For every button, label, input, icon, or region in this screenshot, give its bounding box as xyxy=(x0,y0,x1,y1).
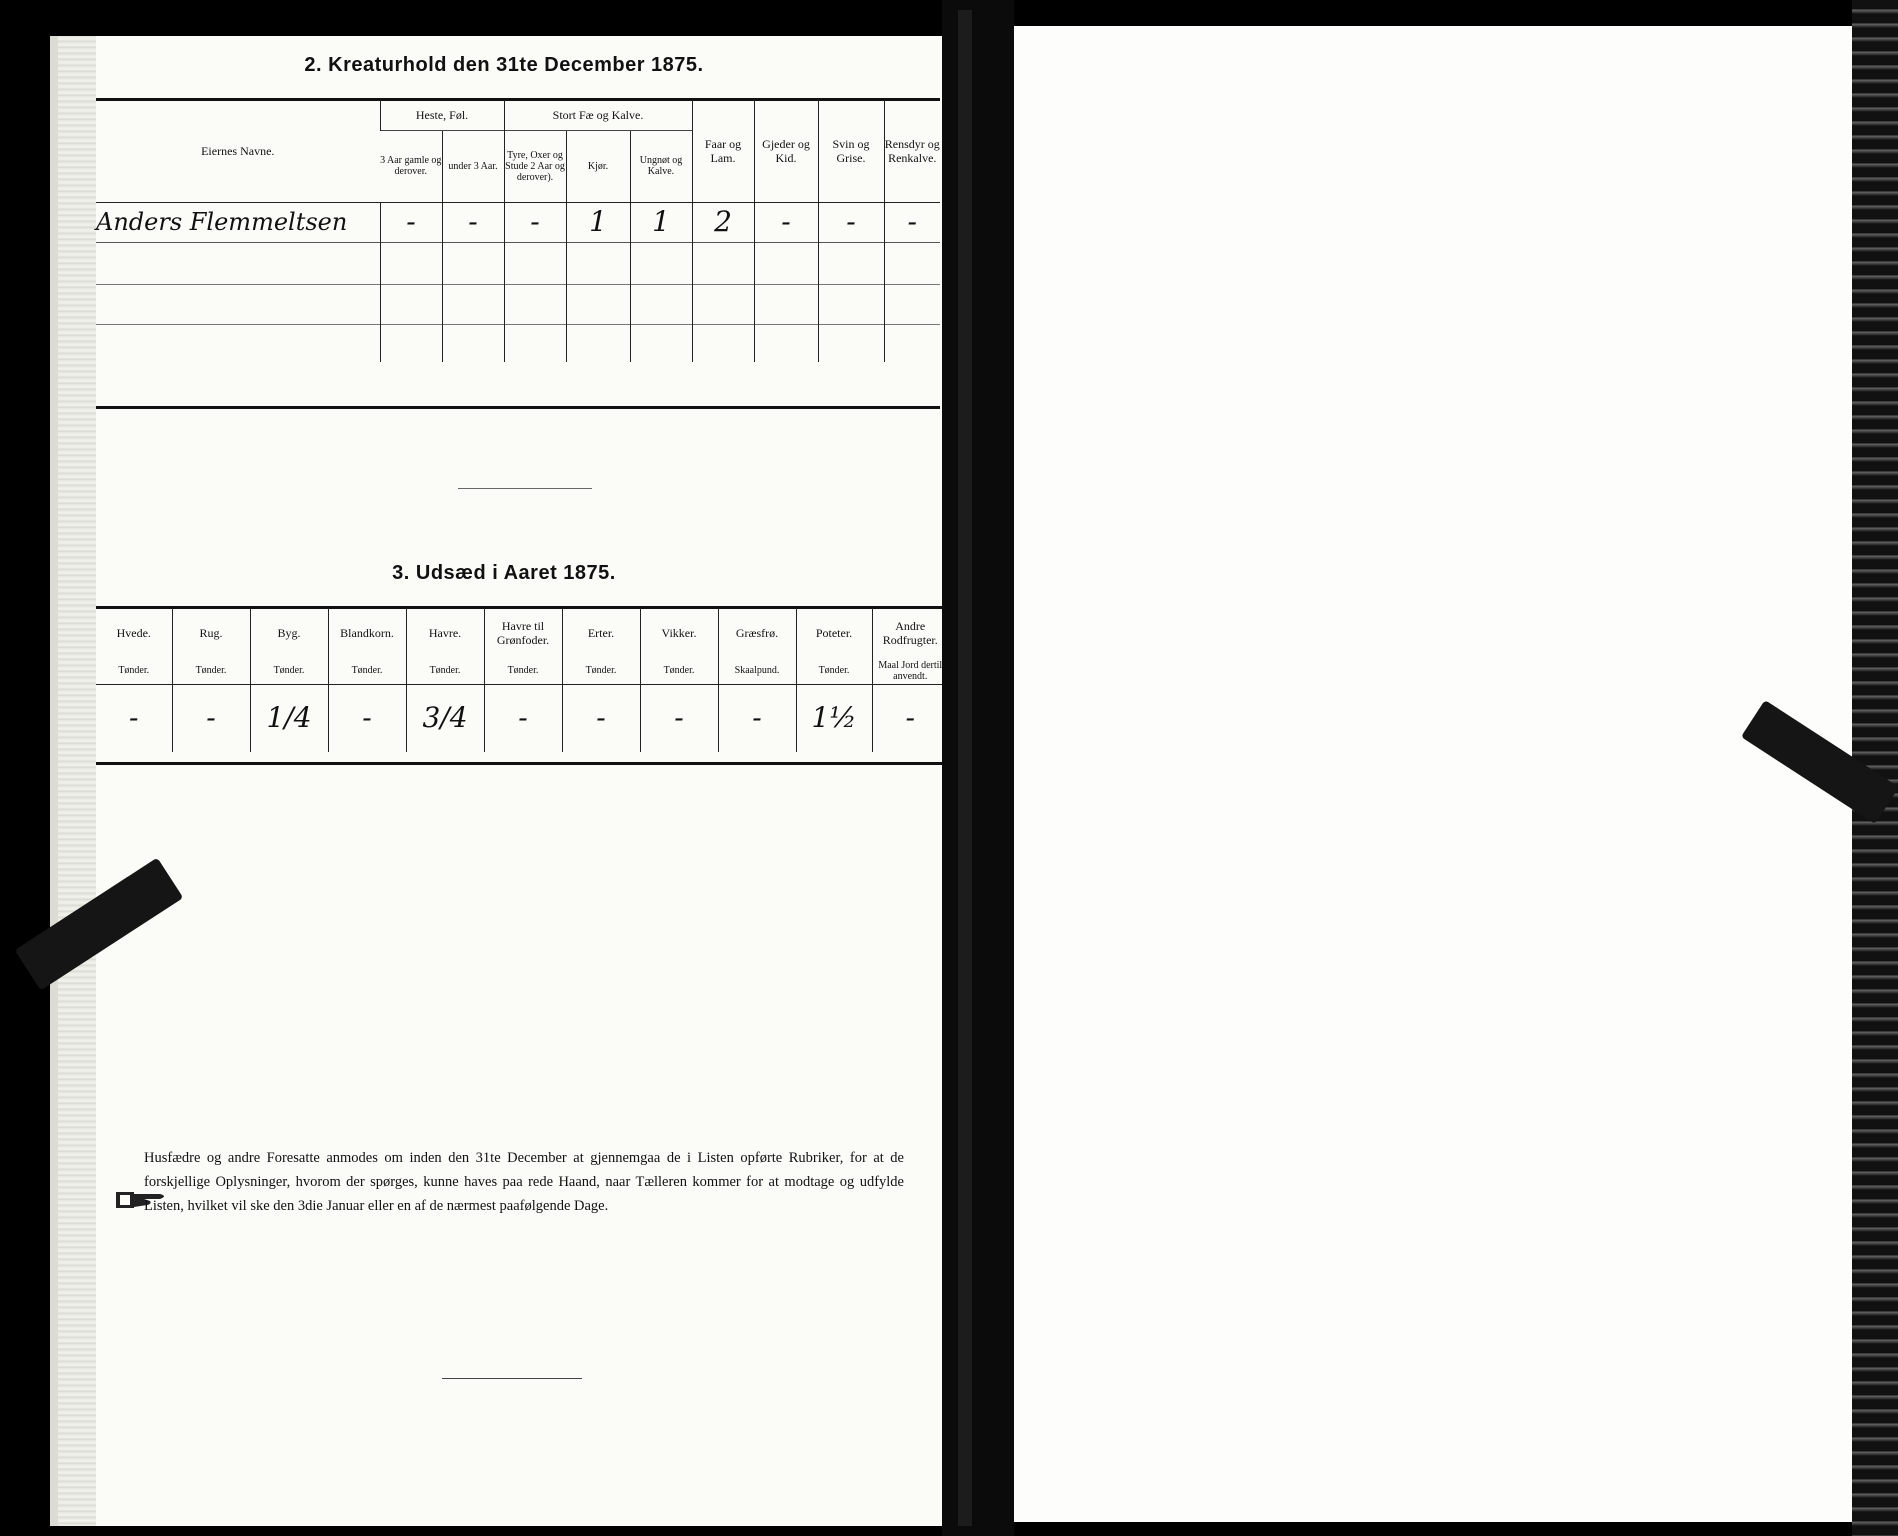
header-owner-names: Eiernes Navne. xyxy=(201,143,275,158)
header-andre-rodfrugter: Andre Rodfrugter. xyxy=(872,608,948,658)
unit-vikker: Tønder. xyxy=(640,658,718,684)
header-horses-3yr: 3 Aar gamle og derover. xyxy=(380,130,442,202)
owner-name: Anders Flemmeltsen xyxy=(96,208,348,236)
cell-andre-rodfrugter: - xyxy=(872,684,948,752)
cell-horses-3yr: - xyxy=(380,202,442,242)
unit-hvede: Tønder. xyxy=(118,665,150,677)
page-edge xyxy=(58,36,96,1526)
cell-cattle-cows: 1 xyxy=(566,202,630,242)
header-cattle-cows: Kjør. xyxy=(566,130,630,202)
header-horses: Heste, Føl. xyxy=(380,100,504,130)
table-row xyxy=(96,684,948,752)
header-havre-gronfoder: Havre til Grønfoder. xyxy=(484,608,562,658)
cell-byg: 1/4 xyxy=(250,684,328,752)
table-bottom-rule xyxy=(96,406,940,409)
header-rug: Rug. xyxy=(172,608,250,658)
header-cattle: Stort Fæ og Kalve. xyxy=(504,100,692,130)
header-horses-under3: under 3 Aar. xyxy=(442,130,504,202)
unit-byg: Tønder. xyxy=(250,658,328,684)
table-row xyxy=(96,324,940,362)
header-vikker: Vikker. xyxy=(640,608,718,658)
end-divider xyxy=(442,1378,582,1379)
unit-havre: Tønder. xyxy=(406,658,484,684)
header-byg: Byg. xyxy=(250,608,328,658)
divider xyxy=(458,488,592,489)
table-row xyxy=(96,242,940,284)
cell-havre-gronfoder: - xyxy=(484,684,562,752)
header-hvede: Hvede. xyxy=(116,626,151,640)
right-page-blank xyxy=(1014,26,1858,1522)
header-cattle-bulls: Tyre, Oxer og Stude 2 Aar og derover). xyxy=(504,130,566,202)
notice-text: Husfædre og andre Foresatte anmodes om inden den 31te December at gjennemgaa de i Listen opførte Rubriker, for at de forskjellige Oplysninger, hvorom der spørges, kunne haves paa rede Haand, naar Tælleren kommer for at modtage og udfylde Listen, hvilket vil ske den 3die Januar eller en af de nærmest paafølgende Dage. xyxy=(144,1150,904,1214)
cell-goats: - xyxy=(754,202,818,242)
header-havre: Havre. xyxy=(406,608,484,658)
cell-poteter: 1½ xyxy=(796,684,872,752)
unit-andre-rodfrugter: Maal Jord dertil anvendt. xyxy=(872,658,948,684)
header-graesfro: Græsfrø. xyxy=(718,608,796,658)
cell-havre: 3/4 xyxy=(406,684,484,752)
cell-graesfro: - xyxy=(718,684,796,752)
table-row xyxy=(96,284,940,324)
cell-hvede: - xyxy=(129,701,139,735)
book-spine xyxy=(942,0,1014,1536)
unit-graesfro: Skaalpund. xyxy=(718,658,796,684)
header-blandkorn: Blandkorn. xyxy=(328,608,406,658)
seed-table xyxy=(96,608,948,752)
cell-pigs: - xyxy=(818,202,884,242)
left-page xyxy=(50,36,950,1526)
cell-horses-under3: - xyxy=(442,202,504,242)
section-3-title: 3. Udsæd i Aaret 1875. xyxy=(392,562,616,584)
header-poteter: Poteter. xyxy=(796,608,872,658)
cell-cattle-bulls: - xyxy=(504,202,566,242)
header-reindeer: Rensdyr og Renkalve. xyxy=(884,100,940,202)
unit-blandkorn: Tønder. xyxy=(328,658,406,684)
spine-strip xyxy=(958,10,972,1526)
livestock-table xyxy=(96,100,940,362)
unit-havre-gronfoder: Tønder. xyxy=(484,658,562,684)
cell-reindeer: - xyxy=(884,202,940,242)
cell-sheep: 2 xyxy=(692,202,754,242)
header-goats: Gjeder og Kid. xyxy=(754,100,818,202)
unit-erter: Tønder. xyxy=(562,658,640,684)
cell-cattle-young: 1 xyxy=(630,202,692,242)
cell-rug: - xyxy=(172,684,250,752)
header-sheep: Faar og Lam. xyxy=(692,100,754,202)
cell-blandkorn: - xyxy=(328,684,406,752)
header-pigs: Svin og Grise. xyxy=(818,100,884,202)
seed-table-bottom-rule xyxy=(96,762,948,765)
cell-erter: - xyxy=(562,684,640,752)
header-cattle-young: Ungnøt og Kalve. xyxy=(630,130,692,202)
table-row xyxy=(96,202,940,242)
unit-rug: Tønder. xyxy=(172,658,250,684)
section-2-title: 2. Kreaturhold den 31te December 1875. xyxy=(304,54,704,76)
cell-vikker: - xyxy=(640,684,718,752)
unit-poteter: Tønder. xyxy=(796,658,872,684)
header-erter: Erter. xyxy=(562,608,640,658)
